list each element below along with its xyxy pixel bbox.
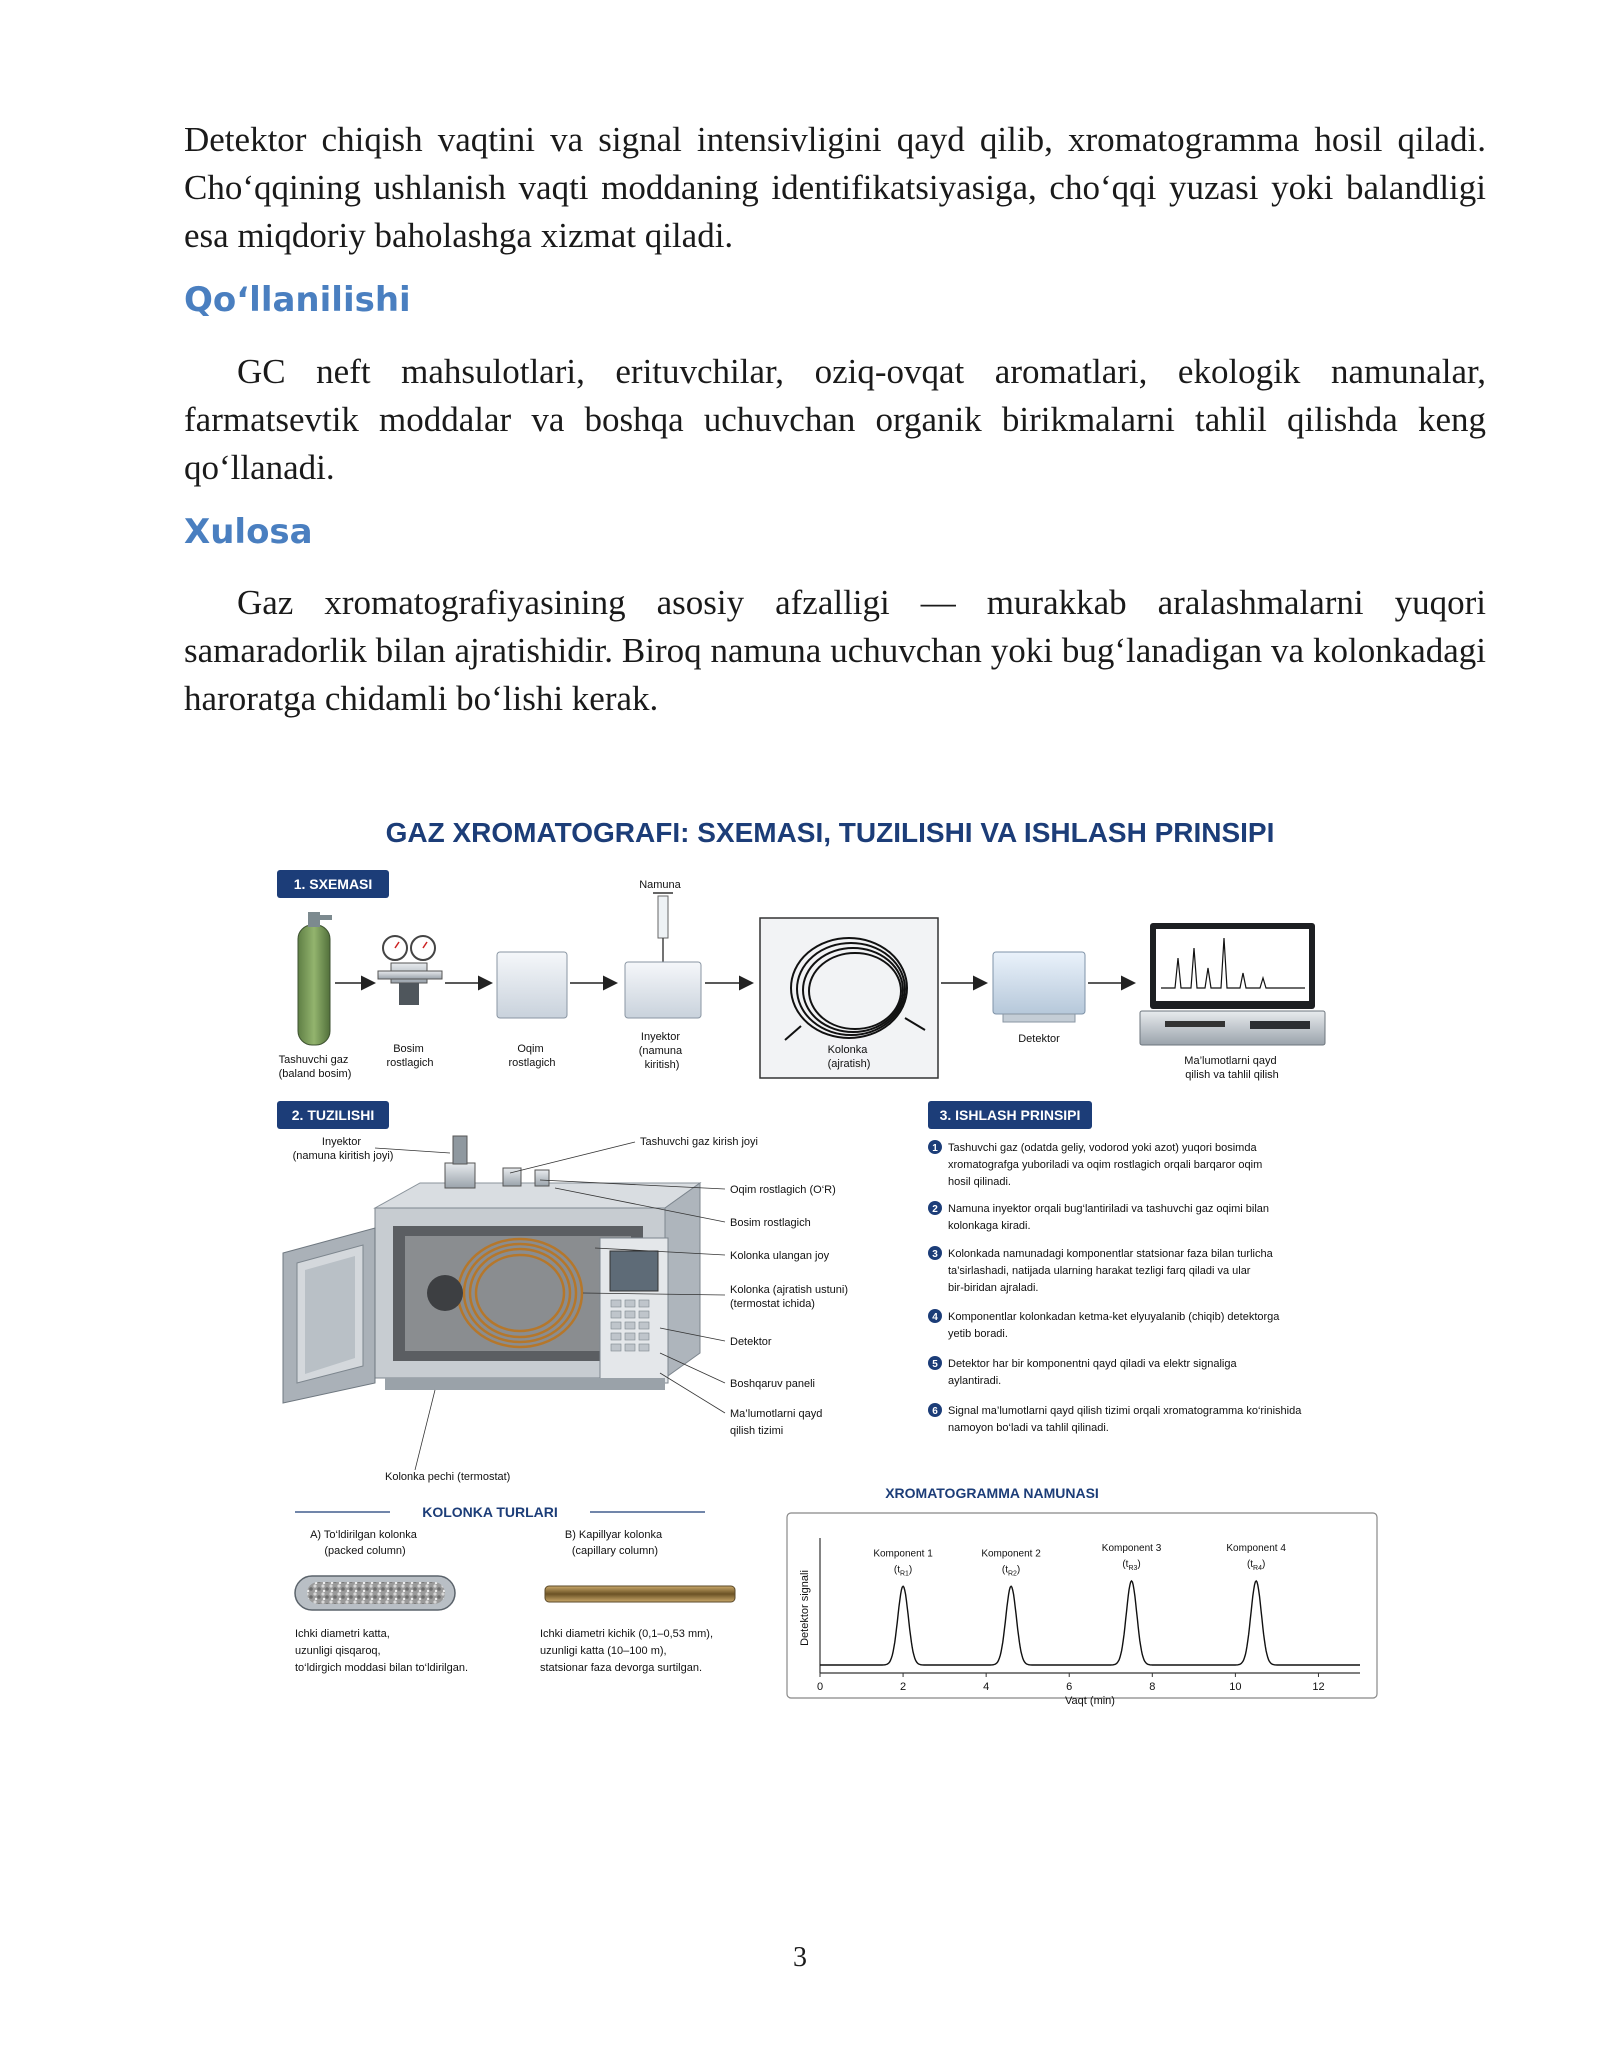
y-axis-label: Detektor signali bbox=[799, 1570, 811, 1646]
svg-text:4: 4 bbox=[932, 1312, 938, 1323]
syringe-icon bbox=[653, 893, 673, 966]
step-3 bbox=[928, 1246, 1274, 1294]
capillary-column-icon bbox=[545, 1586, 735, 1602]
detector-label: Detektor bbox=[1018, 1033, 1060, 1045]
page-number: 3 bbox=[793, 1942, 807, 1973]
x-tick-label: 2 bbox=[900, 1681, 907, 1693]
svg-text:3: 3 bbox=[932, 1249, 938, 1260]
chart-title: XROMATOGRAMMA NAMUNASI bbox=[885, 1485, 1099, 1501]
section2-label: 2. TUZILISHI bbox=[291, 1107, 375, 1123]
column-label: Kolonka (ajratish) bbox=[827, 1044, 871, 1070]
gc-infographic bbox=[265, 808, 1395, 1718]
step-2 bbox=[928, 1201, 1269, 1232]
struct-label-column: Kolonka (ajratish ustuni) (termostat ichida) bbox=[730, 1284, 849, 1310]
x-tick-label: 4 bbox=[983, 1681, 990, 1693]
carrier-gas-label: Tashuvchi gaz (baland bosim) bbox=[278, 1054, 352, 1080]
flow-regulator-label: Oqim rostlagich bbox=[508, 1043, 556, 1069]
peak-label: Komponent 1 bbox=[873, 1548, 933, 1560]
figure-title: GAZ XROMATOGRAFI: SXEMASI, TUZILISHI VA ISHLASH PRINSIPI bbox=[385, 817, 1275, 848]
struct-label-flow-reg: Oqim rostlagich (O‘R) bbox=[730, 1184, 836, 1196]
flow-regulator-box bbox=[497, 952, 567, 1018]
oven-label: Kolonka pechi (termostat) bbox=[385, 1471, 511, 1483]
gc-instrument-illustration bbox=[283, 1136, 700, 1403]
capillary-column-desc: Ichki diametri kichik (0,1–0,53 mm), uzunligi katta (10–100 m), statsionar faza devorga surtilgan. bbox=[540, 1628, 713, 1674]
x-tick-label: 6 bbox=[1066, 1681, 1073, 1693]
peak-retention-label: $(t_{R2})$ bbox=[1001, 1564, 1021, 1578]
x-axis-label: Vaqt (min) bbox=[1065, 1695, 1115, 1707]
svg-text:Signal ma’lumotlarni qayd qili: Signal ma’lumotlarni qayd qilish tizimi orqali xromatogramma ko‘rinishida namoyon bo‘ladi va tahlil qilinadi. bbox=[948, 1405, 1302, 1434]
struct-label-control-panel: Boshqaruv paneli bbox=[730, 1378, 816, 1390]
struct-label-detector: Detektor bbox=[730, 1336, 772, 1348]
step-6 bbox=[928, 1403, 1302, 1434]
struct-label-pressure-reg: Bosim rostlagich bbox=[730, 1217, 811, 1229]
heading-conclusion: Xulosa bbox=[184, 512, 313, 552]
detector-box bbox=[993, 952, 1085, 1014]
packed-column-icon bbox=[295, 1576, 455, 1610]
step-4 bbox=[928, 1309, 1280, 1340]
svg-text:Tashuvchi gaz (odatda geliy, v: Tashuvchi gaz (odatda geliy, vodorod yoki azot) yuqori bosimda xromatografga yuboriladi va oqim rostlagich orqali barqaror oqim hosil qilinadi. bbox=[948, 1142, 1263, 1188]
data-system-label: Ma’lumotlarni qayd qilish va tahlil qilish bbox=[1184, 1055, 1279, 1081]
capillary-column-title: B) Kapillyar kolonka (capillary column) bbox=[564, 1529, 663, 1557]
svg-text:Komponentlar kolonkadan ketma-: Komponentlar kolonkadan ketma-ket elyuyalanib (chiqib) detektorga yetib boradi. bbox=[948, 1311, 1280, 1340]
peak-label: Komponent 4 bbox=[1226, 1543, 1286, 1554]
section3-label: 3. ISHLASH PRINSIPI bbox=[939, 1107, 1081, 1123]
paragraph-detector: Detektor chiqish vaqtini va signal intensivligini qayd qilib, xromatogramma hosil qiladi. Cho‘qqining ushlanish vaqti moddaning identifikatsiyasiga, cho‘qqi yuzasi yoki balandligi esa miqdoriy baholashga xizmat qiladi. bbox=[184, 120, 1486, 255]
paragraph-conclusion: Gaz xromatografiyasining asosiy afzalligi — murakkab aralashmalarni yuqori samaradorlik bilan ajratishidir. Biroq namuna uchuvchan yoki bug‘lanadigan va kolonkadagi haroratga chidamli bo‘lishi kerak. bbox=[184, 583, 1486, 718]
injector-struct-label: Inyektor (namuna kiritish joyi) bbox=[292, 1136, 394, 1162]
pressure-regulator bbox=[378, 936, 442, 1005]
step-5 bbox=[928, 1356, 1237, 1387]
struct-label-column-joint: Kolonka ulangan joy bbox=[730, 1250, 830, 1262]
section1-label: 1. SXEMASI bbox=[293, 876, 373, 892]
paragraph-application: GC neft mahsulotlari, erituvchilar, oziq-ovqat aromatlari, ekologik namunalar, farmatsevtik moddalar va boshqa uchuvchan organik birikmalarni tahlil qilishda keng qo‘llanadi. bbox=[184, 352, 1486, 487]
heading-application: Qo‘llanilishi bbox=[184, 280, 411, 320]
computer-icon bbox=[1140, 923, 1325, 1045]
packed-column-title: A) To‘ldirilgan kolonka (packed column) bbox=[310, 1529, 417, 1557]
svg-text:6: 6 bbox=[932, 1406, 938, 1417]
carrier-inlet-label: Tashuvchi gaz kirish joyi bbox=[640, 1136, 758, 1148]
x-tick-label: 0 bbox=[816, 1681, 824, 1693]
peak-retention-label: $(t_{R1})$ bbox=[893, 1564, 913, 1578]
svg-text:Namuna inyektor orqali bug‘lan: Namuna inyektor orqali bug‘lantiriladi va tashuvchi gaz oqimi bilan kolonkaga kiradi. bbox=[948, 1203, 1270, 1232]
injector-label: Inyektor (namuna kiritish) bbox=[638, 1031, 683, 1071]
column-types-title: KOLONKA TURLARI bbox=[422, 1504, 558, 1520]
peak-label: Komponent 2 bbox=[981, 1548, 1041, 1560]
step-1 bbox=[928, 1140, 1262, 1188]
svg-text:Detektor har bir komponentni q: Detektor har bir komponentni qayd qiladi va elektr signaliga aylantiradi. bbox=[948, 1358, 1237, 1387]
x-tick-label: 8 bbox=[1149, 1681, 1156, 1693]
injector-box bbox=[625, 962, 701, 1018]
svg-text:5: 5 bbox=[932, 1359, 938, 1370]
pressure-regulator-label: Bosim rostlagich bbox=[386, 1043, 434, 1069]
x-tick-label: 10 bbox=[1229, 1681, 1242, 1693]
svg-text:1: 1 bbox=[932, 1143, 938, 1154]
packed-column-desc: Ichki diametri katta, uzunligi qisqaroq, to‘ldirgich moddasi bilan to‘ldirilgan. bbox=[295, 1628, 469, 1674]
peak-retention-label: $(t_{R4})$ bbox=[1246, 1559, 1266, 1572]
x-tick-label: 12 bbox=[1312, 1681, 1325, 1693]
chart-frame bbox=[787, 1513, 1377, 1698]
svg-text:2: 2 bbox=[932, 1204, 938, 1215]
carrier-gas-cylinder bbox=[298, 912, 332, 1045]
svg-text:Kolonkada namunadagi komponent: Kolonkada namunadagi komponentlar statsionar faza bilan turlicha ta’sirlashadi, natijada ularning harakat tezligi farq qiladi va ular bir-biridan ajraladi. bbox=[948, 1248, 1273, 1294]
peak-label: Komponent 3 bbox=[1101, 1543, 1162, 1554]
peak-retention-label: $(t_{R3})$ bbox=[1122, 1559, 1141, 1572]
principle-steps bbox=[928, 1140, 1302, 1434]
sample-label: Namuna bbox=[639, 879, 681, 891]
struct-label-data-system: Ma’lumotlarni qayd qilish tizimi bbox=[730, 1408, 823, 1437]
